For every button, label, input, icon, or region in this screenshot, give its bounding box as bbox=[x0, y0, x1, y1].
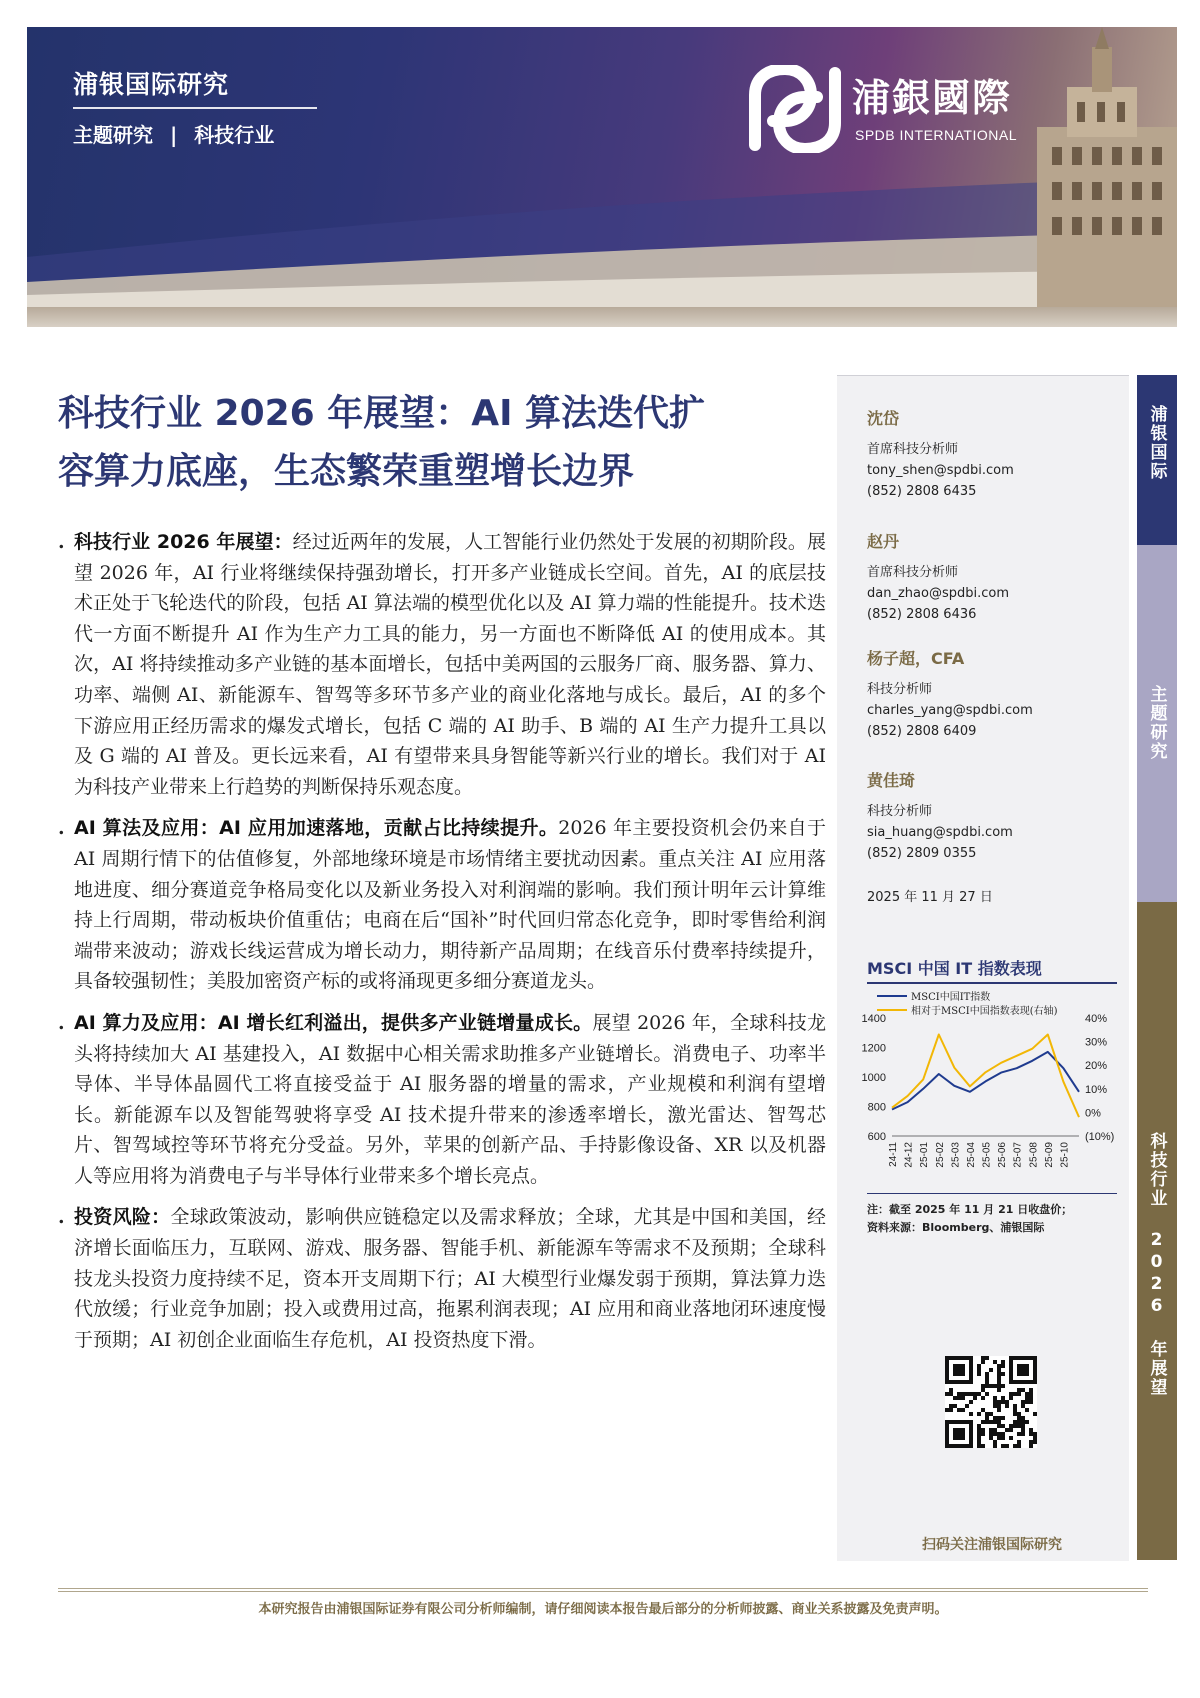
side-tab-title: 科技行业 2026 年展望 bbox=[1137, 902, 1177, 1560]
analyst-card bbox=[867, 529, 1117, 625]
chart-series-line bbox=[892, 1052, 1079, 1110]
chart-y-right-tick: 40% bbox=[1085, 1013, 1108, 1025]
chart-y-left-tick: 800 bbox=[867, 1101, 886, 1114]
chart-x-tick: 25-06 bbox=[997, 1142, 1009, 1168]
chart-series-line bbox=[892, 1035, 1079, 1118]
chart-x-tick: 25-08 bbox=[1028, 1142, 1040, 1168]
analyst-phone: (852) 2809 0355 bbox=[867, 846, 977, 861]
bullet-dot: . bbox=[58, 1206, 65, 1229]
chart-y-left-tick: 1000 bbox=[861, 1072, 886, 1084]
chart-x-tick: 25-10 bbox=[1059, 1142, 1071, 1168]
analyst-card bbox=[867, 768, 1117, 864]
analyst-role: 首席科技分析师 bbox=[867, 442, 959, 457]
bullet-ai-algorithm bbox=[58, 813, 826, 997]
building-photo-icon bbox=[997, 27, 1177, 307]
report-title-line-2: 容算力底座，生态繁荣重塑增长边界 bbox=[58, 451, 635, 492]
bullet-text: 全球政策波动，影响供应链稳定以及需求释放；全球，尤其是中国和美国，经济增长面临压力，互联网、游戏、服务器、智能手机、新能源车等需求不及预期；全球科技龙头投资力度持续不足，资本开支周期下行；AI 大模型行业爆发弱于预期，算法算力迭代放缓；行业竞争加剧；投入或费用过高，拖累利润表现；AI 应用和商业落地闭环速度慢于预期；AI 初创企业面临生存危机，AI 投资热度下滑。 bbox=[74, 1206, 826, 1351]
report-body bbox=[58, 527, 826, 1366]
brand-divider bbox=[73, 107, 317, 109]
analyst-role: 首席科技分析师 bbox=[867, 565, 959, 580]
chart-y-right-tick: 10% bbox=[1085, 1083, 1108, 1096]
chart-note-line-1: 注：截至 2025 年 11 月 21 日收盘价； bbox=[867, 1203, 1073, 1216]
analyst-card bbox=[867, 406, 1117, 502]
chart-x-tick: 25-03 bbox=[950, 1142, 962, 1168]
bullet-risks bbox=[58, 1202, 826, 1355]
bullet-dot: . bbox=[58, 1011, 65, 1034]
chart-x-tick: 25-01 bbox=[919, 1142, 931, 1168]
analyst-phone: (852) 2808 6436 bbox=[867, 607, 977, 622]
analyst-email[interactable]: dan_zhao@spdbi.com bbox=[867, 586, 1009, 601]
brand-name: 浦银国际研究 bbox=[73, 70, 230, 99]
bullet-dot: . bbox=[58, 531, 65, 553]
chart-y-right-tick: 0% bbox=[1085, 1107, 1101, 1120]
report-sector: 科技行业 bbox=[194, 123, 275, 147]
chart-y-left-tick: 600 bbox=[867, 1131, 886, 1143]
bullet-text: 2026 年主要投资机会仍来自于 AI 周期行情下的估值修复，外部地缘环境是市场情绪主要扰动因素。重点关注 AI 应用落地进度、细分赛道竞争格局变化以及新业务投入对利润端的影响。我们预计明年云计算维持上行周期，带动板块价值重估；电商在后“国补”时代回归常态化竞争，即时零售给利润端带来波动；游戏长线运营成为增长动力，期待新产品周期；在线音乐付费率持续提升，具备较强韧性；美股加密资产标的或将涌现更多细分赛道龙头。 bbox=[74, 817, 826, 993]
bullet-heading: 科技行业 2026 年展望： bbox=[74, 531, 293, 553]
report-date: 2025 年 11 月 27 日 bbox=[867, 890, 993, 905]
bullet-ai-compute bbox=[58, 1008, 826, 1192]
bullet-dot: . bbox=[58, 817, 65, 840]
report-section: 主题研究 bbox=[73, 123, 153, 147]
side-tab-brand: 浦银国际 bbox=[1137, 375, 1177, 545]
chart-title-rule bbox=[867, 982, 1117, 984]
bullet-heading: 投资风险： bbox=[74, 1206, 171, 1229]
analyst-phone: (852) 2808 6409 bbox=[867, 724, 977, 739]
chart-y-right-tick: 30% bbox=[1085, 1036, 1108, 1049]
analyst-name: 沈岱 bbox=[867, 409, 900, 428]
chart-title: MSCI 中国 IT 指数表现 bbox=[867, 959, 1042, 978]
qr-code-icon[interactable] bbox=[945, 1356, 1037, 1448]
bullet-text: 经过近两年的发展，人工智能行业仍然处于发展的初期阶段。展望 2026 年，AI 行业将继续保持强劲增长，打开多产业链成长空间。首先，AI 的底层技术正处于飞轮迭代的阶段，包括 AI 算法端的模型优化以及 AI 算力端的性能提升。技术迭代一方面不断提升 AI 作为生产力工具的能力，另一方面也不断降低 AI 的使用成本。其次，AI 将持续推动多产业链的基本面增长，包括中美两国的云服务厂商、服务器、算力、功率、端侧 AI、新能源车、智驾等多环节多产业的商业化落地与成长。最后，AI 的多个下游应用正经历需求的爆发式增长，包括 C 端的 AI 助手、B 端的 AI 生产力提升工具以及 G 端的 AI 普及。更长远来看，AI 有望带来具身智能等新兴行业的增长。我们对于 AI 为科技产业带来上行趋势的判断保持乐观态度。 bbox=[74, 531, 826, 798]
analyst-name: 杨子超，CFA bbox=[867, 649, 965, 668]
category-separator: | bbox=[169, 123, 178, 147]
chart-x-tick: 24-11 bbox=[888, 1142, 899, 1167]
chart-x-tick: 25-02 bbox=[934, 1142, 946, 1168]
analyst-role: 科技分析师 bbox=[867, 682, 933, 697]
bullet-heading: AI 算力及应用：AI 增长红利溢出，提供多产业链增量成长。 bbox=[74, 1011, 593, 1034]
chart-y-left-tick: 1400 bbox=[861, 1013, 886, 1025]
bullet-heading: AI 算法及应用：AI 应用加速落地，贡献占比持续提升。 bbox=[74, 817, 559, 840]
chart-x-tick: 25-05 bbox=[981, 1142, 993, 1168]
chart-legend-label: MSCI中国IT指数 bbox=[911, 992, 991, 1003]
chart-note-line-2: 资料来源：Bloomberg、浦银国际 bbox=[867, 1221, 1045, 1234]
logo-text-cn: 浦銀國際 bbox=[852, 76, 1013, 120]
analyst-card bbox=[867, 646, 1117, 742]
qr-caption: 扫码关注浦银国际研究 bbox=[922, 1537, 1062, 1553]
chart-x-tick: 25-07 bbox=[1012, 1142, 1024, 1168]
chart-x-tick: 24-12 bbox=[903, 1142, 915, 1168]
chart-x-tick: 25-09 bbox=[1043, 1142, 1055, 1168]
analyst-email[interactable]: sia_huang@spdbi.com bbox=[867, 825, 1013, 840]
analyst-role: 科技分析师 bbox=[867, 804, 933, 819]
report-category bbox=[73, 119, 274, 148]
disclaimer-footer: 本研究报告由浦银国际证券有限公司分析师编制，请仔细阅读本报告最后部分的分析师披露、商业关系披露及免责声明。 bbox=[258, 1602, 948, 1617]
chart-y-right-tick: (10%) bbox=[1085, 1131, 1115, 1143]
footer-rule-secondary bbox=[58, 1591, 1148, 1592]
header-banner bbox=[27, 27, 1177, 307]
analyst-name: 赵丹 bbox=[867, 532, 900, 551]
analyst-email[interactable]: tony_shen@spdbi.com bbox=[867, 463, 1014, 478]
banner-bottom-band bbox=[27, 307, 1177, 327]
logo-text-en: SPDB INTERNATIONAL bbox=[855, 127, 1017, 143]
side-tab-section: 主题研究 bbox=[1137, 545, 1177, 902]
chart-y-right-tick: 20% bbox=[1085, 1060, 1108, 1073]
bullet-text: 展望 2026 年，全球科技龙头将持续加大 AI 基建投入，AI 数据中心相关需求助推多产业链增长。消费电子、功率半导体、半导体晶圆代工将直接受益于 AI 服务器的增量的需求，产业规模和利润有望增长。新能源车以及智能驾驶将享受 AI 技术提升带来的渗透率增长，激光雷达、智驾芯片、智驾域控等环节将充分受益。另外，苹果的创新产品、手持影像设备、XR 以及机器人等应用将为消费电子与半导体行业带来多个增长亮点。 bbox=[74, 1011, 827, 1187]
analyst-email[interactable]: charles_yang@spdbi.com bbox=[867, 703, 1033, 718]
report-title bbox=[58, 385, 818, 501]
analyst-name: 黄佳琦 bbox=[867, 771, 916, 790]
chart-note bbox=[867, 1201, 1072, 1237]
msci-it-chart bbox=[847, 988, 1127, 1190]
spdb-logo-icon bbox=[747, 65, 842, 153]
report-title-line-1: 科技行业 2026 年展望：AI 算法迭代扩 bbox=[58, 393, 706, 434]
chart-x-tick: 25-04 bbox=[965, 1142, 977, 1168]
chart-note-rule bbox=[867, 1193, 1117, 1194]
analyst-phone: (852) 2808 6435 bbox=[867, 484, 977, 499]
analyst-sidebar bbox=[837, 375, 1129, 1561]
chart-y-left-tick: 1200 bbox=[861, 1042, 886, 1055]
footer-rule bbox=[58, 1588, 1148, 1589]
chart-legend-label: 相对于MSCI中国指数表现(右轴) bbox=[911, 1006, 1058, 1017]
bullet-outlook bbox=[58, 527, 826, 802]
